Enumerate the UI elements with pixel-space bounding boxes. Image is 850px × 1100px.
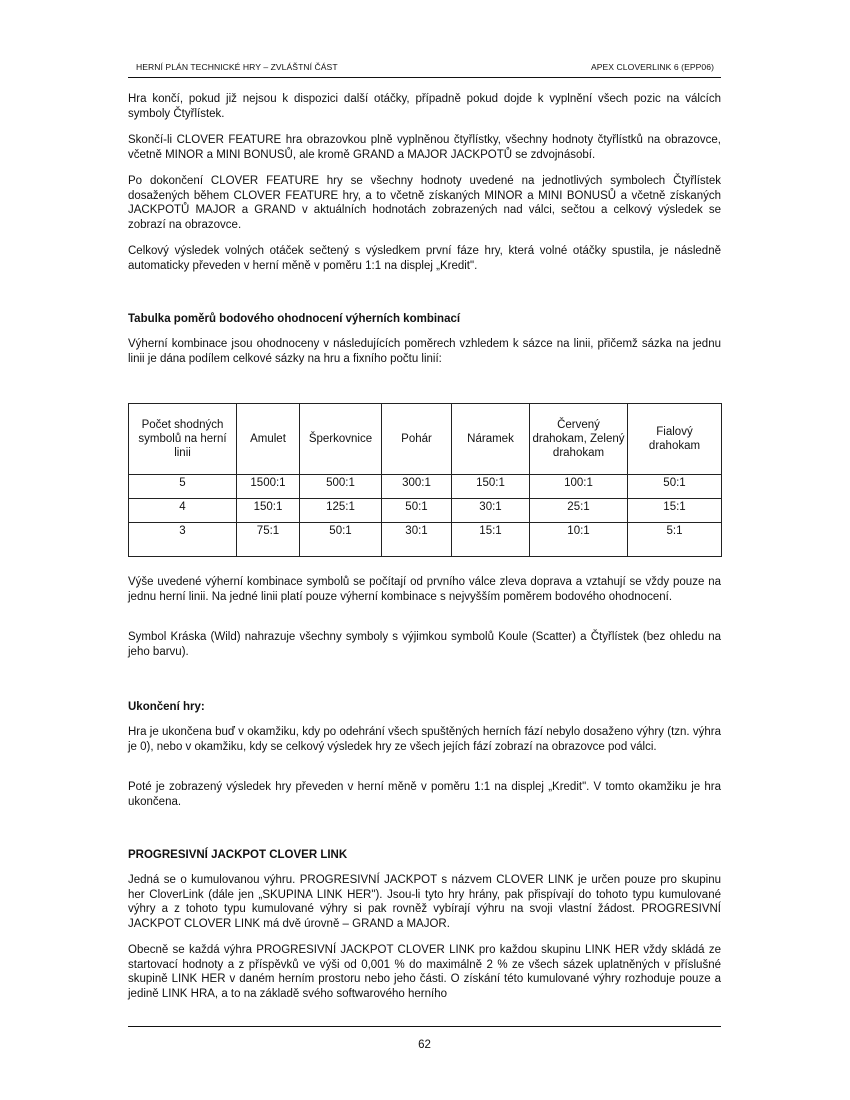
- jackpot-heading: PROGRESIVNÍ JACKPOT CLOVER LINK: [128, 849, 348, 861]
- table-cell: 30:1: [382, 523, 452, 557]
- payout-table-heading: Tabulka poměrů bodového ohodnocení výherních kombinací: [128, 313, 461, 325]
- table-cell: 30:1: [452, 499, 530, 523]
- table-cell: 10:1: [530, 523, 628, 557]
- payout-table-intro: Výherní kombinace jsou ohodnoceny v následujících poměrech vzhledem k sázce na linii, přičemž sázka na jednu linii je dána podílem celkové sázky na hru a fixního počtu linií:: [128, 338, 721, 365]
- table-cell: 15:1: [452, 523, 530, 557]
- paragraph-jackpot-description: Jedná se o kumulovanou výhru. PROGRESIVNÍ JACKPOT s názvem CLOVER LINK je určen pouze pro skupinu her CloverLink (dále jen „SKUPINA LINK HER"). Jsou-li tyto hry hrány, pak přispívají do tohoto typu kumulované výhry a z tohoto typu kumulované výhry si pak rovněž vybírají výhru na svoji vlastní žádost. PROGRESIVNÍ JACKPOT CLOVER LINK má dvě úrovně – GRAND a MAJOR.: [128, 874, 721, 930]
- column-header-red-green-gem: Červený drahokam, Zelený drahokam: [530, 404, 628, 475]
- paragraph-result-transfer: Poté je zobrazený výsledek hry převeden v herní měně v poměru 1:1 na displej „Kredit". V tomto okamžiku je hra ukončena.: [128, 781, 721, 808]
- table-row: [129, 475, 722, 499]
- game-end-heading: Ukončení hry:: [128, 701, 205, 713]
- column-header-pohar: Pohár: [382, 404, 452, 475]
- table-row: [129, 523, 722, 557]
- table-cell: 5: [129, 475, 237, 499]
- table-cell: 50:1: [628, 475, 722, 499]
- table-cell: 125:1: [300, 499, 382, 523]
- table-cell: 1500:1: [237, 475, 300, 499]
- table-row: [129, 499, 722, 523]
- table-cell: 300:1: [382, 475, 452, 499]
- header-document-title: HERNÍ PLÁN TECHNICKÉ HRY – ZVLÁŠTNÍ ČÁST: [136, 62, 338, 72]
- table-cell: 150:1: [237, 499, 300, 523]
- paragraph-game-end-condition: Hra končí, pokud již nejsou k dispozici další otáčky, případně pokud dojde k vyplnění všech pozic na válcích symboly Čtyřlístek.: [128, 93, 721, 120]
- table-cell: 3: [129, 523, 237, 557]
- table-cell: 75:1: [237, 523, 300, 557]
- paragraph-game-end: Hra je ukončena buď v okamžiku, kdy po odehrání všech spuštěných herních fází nebylo dosaženo výhry (tzn. výhra je 0), nebo v okamžiku, kdy se celkový výsledek hry ze všech jejích fází zobrazí na obrazovce pod válci.: [128, 726, 721, 753]
- column-header-symbol-count: Počet shodných symbolů na herní linii: [129, 404, 237, 475]
- table-cell: 15:1: [628, 499, 722, 523]
- header-divider: [128, 77, 721, 78]
- table-cell: 4: [129, 499, 237, 523]
- paragraph-jackpot-contributions: Obecně se každá výhra PROGRESIVNÍ JACKPOT CLOVER LINK pro každou skupinu LINK HER vždy skládá ze startovací hodnoty a z příspěvků ve výši od 0,001 % do maximálně 2 % ze všech sázek uplatněných v příslušné skupině LINK HER v daném herním prostoru nebo jeho části. O získání této kumulované výhry rozhoduje pouze a jedině LINK HRA, a to na základě svého softwarového herního: [128, 944, 721, 1000]
- footer-divider: [128, 1026, 721, 1027]
- running-header: [128, 62, 721, 72]
- column-header-sperkovnice: Šperkovnice: [300, 404, 382, 475]
- table-cell: 500:1: [300, 475, 382, 499]
- table-cell: 150:1: [452, 475, 530, 499]
- page-number: 62: [418, 1039, 431, 1051]
- table-cell: 5:1: [628, 523, 722, 557]
- document-page: [128, 0, 721, 1100]
- paragraph-wild-symbol: Symbol Kráska (Wild) nahrazuje všechny symboly s výjimkou symbolů Koule (Scatter) a Čtyřlístek (bez ohledu na jeho barvu).: [128, 631, 721, 658]
- column-header-naramek: Náramek: [452, 404, 530, 475]
- table-cell: 50:1: [382, 499, 452, 523]
- payout-table: [128, 403, 722, 557]
- table-cell: 50:1: [300, 523, 382, 557]
- column-header-amulet: Amulet: [237, 404, 300, 475]
- paragraph-winning-combination-rules: Výše uvedené výherní kombinace symbolů se počítají od prvního válce zleva doprava a vztahují se vždy pouze na jednu herní linii. Na jedné linii platí pouze výherní kombinace s nejvyšším poměrem bodového ohodnocení.: [128, 576, 721, 603]
- payout-table-header-row: [129, 404, 722, 475]
- header-game-name: APEX CLOVERLINK 6 (EPP06): [590, 62, 714, 72]
- paragraph-full-screen-double: Skončí-li CLOVER FEATURE hra obrazovkou plně vyplněnou čtyřlístky, všechny hodnoty čtyřlístků na obrazovce, včetně MINOR a MINI BONUSŮ, ale kromě GRAND a MAJOR JACKPOTŮ se zdvojnásobí.: [128, 134, 721, 161]
- table-cell: 25:1: [530, 499, 628, 523]
- table-cell: 100:1: [530, 475, 628, 499]
- column-header-purple-gem: Fialový drahokam: [628, 404, 722, 475]
- paragraph-feature-summary: Po dokončení CLOVER FEATURE hry se všechny hodnoty uvedené na jednotlivých symbolech Čtyřlístek dosažených během CLOVER FEATURE hry, a to včetně získaných MINOR a MINI BONUSŮ a včetně získaných JACKPOTŮ MAJOR a GRAND v aktuálních hodnotách zobrazených nad válci, sečtou a celkový výsledek se zobrazí na obrazovce.: [128, 175, 721, 231]
- paragraph-credit-transfer: Celkový výsledek volných otáček sečtený s výsledkem první fáze hry, která volné otáčky spustila, je následně automaticky převeden v herní měně v poměru 1:1 na displej „Kredit".: [128, 245, 721, 272]
